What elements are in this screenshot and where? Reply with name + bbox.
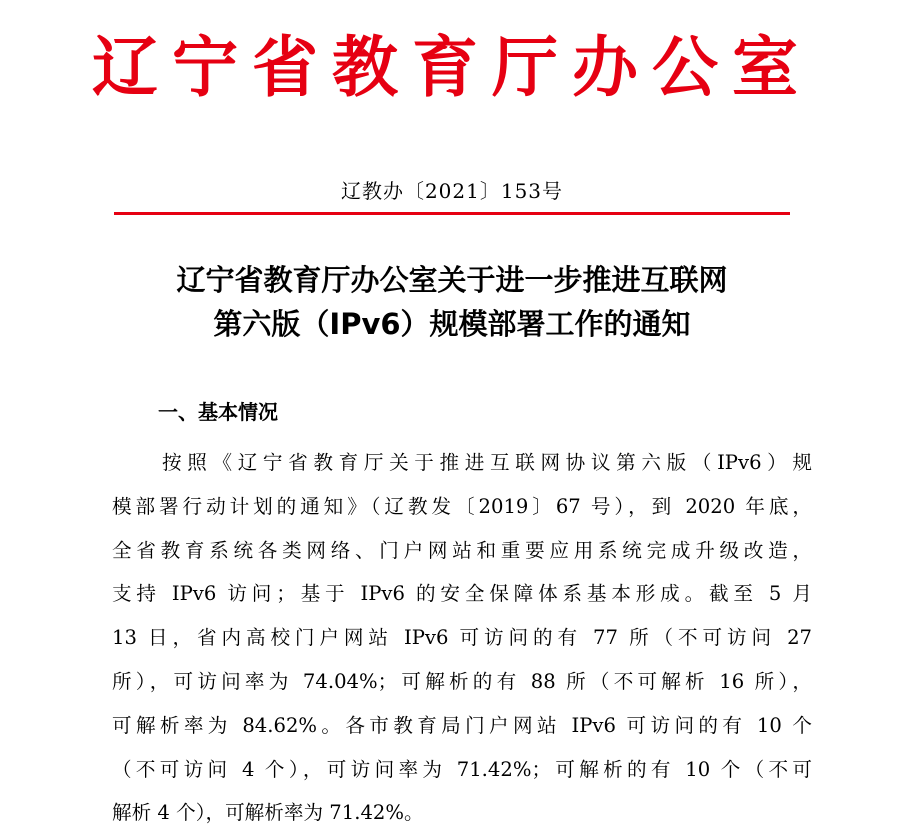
body-line: 所），可访问率为 74.04%；可解析的有 88 所（不可解析 16 所）， bbox=[112, 669, 812, 693]
red-divider bbox=[114, 212, 790, 215]
title-line: 辽宁省教育厅办公室关于进一步推进互联网 bbox=[176, 263, 728, 297]
document-number: 辽教办〔2021〕153号 bbox=[340, 179, 564, 203]
body-line: 全省教育系统各类网络、门户网站和重要应用系统完成升级改造， bbox=[112, 538, 812, 562]
title-line: 第六版（IPv6）规模部署工作的通知 bbox=[213, 307, 691, 341]
body-paragraph bbox=[112, 441, 812, 835]
document-title bbox=[60, 258, 844, 346]
masthead: 辽宁省教育厅办公室 bbox=[92, 28, 812, 106]
body-line: 支持 IPv6 访问；基于 IPv6 的安全保障体系基本形成。截至 5 月 bbox=[112, 582, 812, 606]
body-line: 13 日，省内高校门户网站 IPv6 可访问的有 77 所（不可访问 27 bbox=[112, 626, 812, 650]
section-heading: 一、基本情况 bbox=[158, 400, 278, 424]
body-line: 模部署行动计划的通知》（辽教发〔2019〕67 号），到 2020 年底， bbox=[112, 494, 812, 518]
body-line: （不可访问 4 个），可访问率为 71.42%；可解析的有 10 个（不可 bbox=[112, 757, 812, 781]
body-line: 解析 4 个），可解析率为 71.42%。 bbox=[112, 801, 424, 825]
body-line: 可解析率为 84.62%。各市教育局门户网站 IPv6 可访问的有 10 个 bbox=[112, 713, 812, 737]
body-line: 按照《辽宁省教育厅关于推进互联网协议第六版（IPv6）规 bbox=[162, 451, 812, 474]
